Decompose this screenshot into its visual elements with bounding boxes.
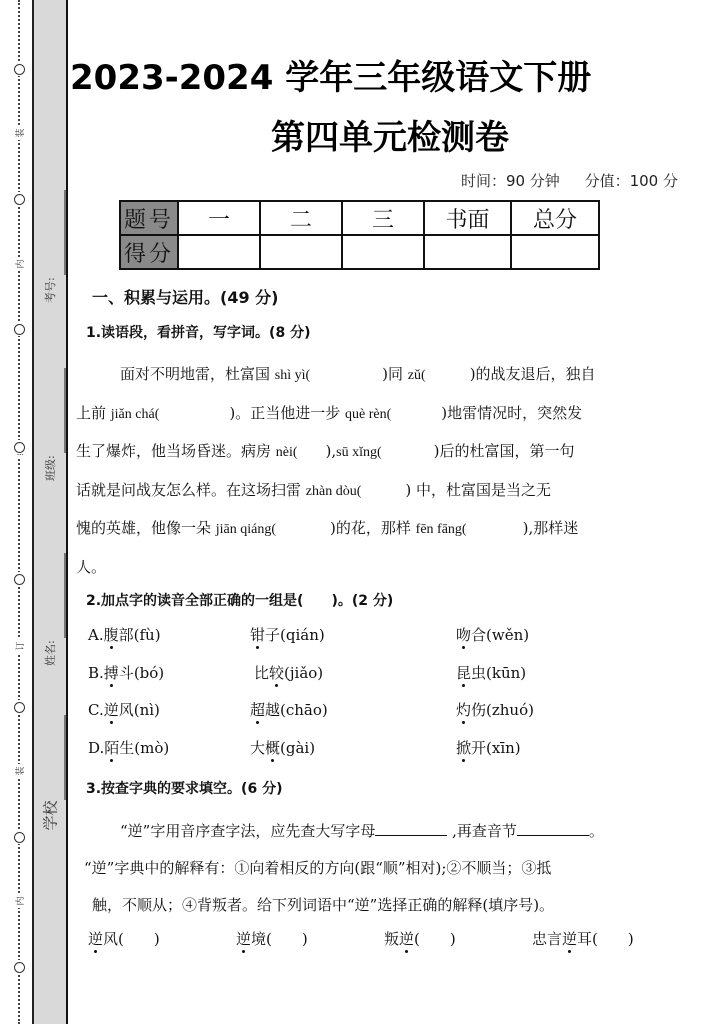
option-row-d[interactable] (88, 737, 688, 761)
dotted-character: 吻 (456, 626, 472, 644)
option-word (250, 737, 315, 758)
option-letter: D. (88, 738, 105, 757)
q3-line1-text-c: 。 (588, 822, 604, 840)
passage-text: 生了爆炸，他当场昏迷。病房 (76, 442, 276, 460)
dotted-character: 逆 (103, 701, 119, 719)
passage-text: )地雷情况时，突然发 (441, 403, 583, 422)
passage-text: ), (325, 442, 337, 460)
word-text: 境( ) (251, 930, 308, 948)
question-3-title: 3.按查字典的要求填空。(6 分) (86, 781, 283, 797)
dotted-character: 掀 (456, 738, 472, 757)
col-header-writing: 书面 (424, 201, 511, 235)
cut-circle-icon (12, 440, 26, 454)
pinyin-prompt: fēn fāng( (415, 522, 467, 537)
question-2-title: 2.加点字的读音全部正确的一组是( )。(2 分) (86, 593, 394, 609)
student-info-strip (34, 0, 68, 1024)
score-cell-1[interactable] (178, 235, 260, 269)
option-letter: A. (88, 626, 104, 644)
word-text: 子(qián) (265, 626, 325, 644)
passage-text: )的战友退后，独自 (469, 365, 596, 383)
cut-mark-label: 装 (13, 126, 25, 140)
question-3-words (88, 928, 688, 952)
q3-line1-text-b: ,再查音节 (447, 822, 517, 840)
dotted-character: 逆 (399, 930, 415, 948)
word-text: 耳( ) (577, 930, 634, 948)
exam-title-line1: 2023-2024 学年三年级语文下册 (70, 58, 592, 98)
cut-circle-icon (12, 192, 26, 206)
passage-line (76, 510, 686, 549)
word-text: (gài) (280, 738, 316, 757)
word-text: 合(wěn) (471, 626, 530, 644)
score-cell-writing[interactable] (424, 235, 511, 269)
exam-time: 时间：90 分钟 (460, 172, 560, 190)
cut-circle-icon (12, 322, 26, 336)
col-header-total: 总分 (511, 201, 599, 235)
passage-text: 人。 (76, 557, 107, 576)
option-word (456, 737, 521, 758)
pinyin-prompt: zǔ( (407, 368, 426, 383)
dotted-character: 较 (269, 663, 285, 682)
cut-mark-label: 内 (13, 257, 25, 271)
col-header-1: 一 (178, 201, 260, 235)
word-text: 开(xīn) (471, 738, 521, 757)
option-word (88, 624, 161, 645)
row-header-score: 得分 (120, 235, 178, 269)
student-info-fill-line[interactable] (64, 553, 66, 638)
cut-circle-icon (12, 830, 26, 844)
option-word (88, 699, 160, 720)
score-cell-total[interactable] (511, 235, 599, 269)
student-info-label: 班级: (44, 455, 57, 481)
dotted-character: 逆 (562, 930, 578, 948)
passage-text: ),那样迷 (522, 519, 579, 537)
word-text: 比 (254, 663, 270, 682)
dotted-character: 搏 (103, 663, 119, 682)
word-text: 生(mò) (119, 738, 170, 757)
pinyin-prompt: jiǎn chá( (110, 406, 160, 422)
student-info-label: 学校 (41, 800, 60, 831)
word-text: 伤(zhuó) (471, 701, 534, 719)
word-item[interactable] (236, 928, 308, 949)
option-word (456, 662, 526, 683)
dotted-character: 陌 (104, 738, 120, 757)
dotted-character: 概 (265, 738, 281, 757)
word-item[interactable] (88, 928, 160, 949)
q3-line1-text-a: “逆”字用音序查字法，应先查大写字母 (120, 822, 376, 840)
pinyin-prompt: què rèn( (345, 406, 392, 422)
passage-text: 愧的英雄，他像一朵 (76, 519, 216, 537)
word-text: ( ) (414, 930, 456, 948)
option-row-a[interactable] (88, 624, 688, 648)
question-3-line3: 触，不顺从；④背叛者。给下列词语中“逆”选择正确的解释(填序号)。 (92, 896, 555, 914)
cut-circle-icon (12, 960, 26, 974)
passage-line (76, 472, 686, 511)
cut-circle-icon (12, 62, 26, 76)
exam-meta (461, 170, 678, 191)
score-table (119, 200, 600, 270)
dotted-character: 腹 (103, 626, 119, 644)
passage-text: 面对不明地雷，杜富国 (120, 365, 275, 383)
passage-line (76, 395, 686, 434)
row-header-question-no: 题号 (120, 201, 178, 235)
word-text: 越(chāo) (265, 701, 328, 719)
passage-text: 上前 (76, 403, 111, 422)
student-info-fill-line[interactable] (64, 368, 66, 453)
pinyin-prompt: sū xǐng( (336, 445, 382, 460)
word-text: 斗(bó) (118, 663, 165, 682)
word-text: (jiǎo) (284, 663, 324, 682)
student-info-fill-line[interactable] (64, 190, 66, 275)
option-word (88, 737, 169, 758)
passage-line (76, 356, 686, 395)
exam-total-score: 分值：100 分 (584, 172, 678, 190)
word-text: 风( ) (103, 930, 160, 948)
cut-mark-label: 装 (13, 764, 25, 778)
word-text: 部(fù) (118, 626, 161, 644)
option-word (456, 624, 529, 645)
passage-line (76, 549, 686, 586)
student-info-label: 考号: (44, 277, 57, 303)
cut-circle-icon (12, 572, 26, 586)
word-text: 虫(kūn) (471, 663, 527, 682)
question-3-line2: “逆”字典中的解释有：①向着相反的方向(跟“顺”相对);②不顺当；③抵 (84, 859, 552, 877)
pinyin-prompt: jiān qiáng( (215, 522, 277, 537)
word-text: 忠言 (532, 930, 563, 948)
dotted-character: 钳 (250, 626, 266, 644)
dotted-character: 昆 (456, 663, 472, 682)
option-row-c[interactable] (88, 699, 688, 723)
cut-strip (0, 0, 34, 1024)
exam-title-line2: 第四单元检测卷 (271, 118, 509, 158)
option-word (250, 699, 328, 720)
dotted-character: 灼 (456, 701, 472, 719)
passage-text: 话就是问战友怎么样。在这场扫雷 (76, 480, 306, 499)
score-table-row-question (120, 201, 599, 235)
passage-line (76, 433, 686, 472)
pinyin-prompt: nèi( (275, 445, 298, 460)
score-cell-2[interactable] (260, 235, 342, 269)
section-title: 一、积累与运用。(49 分) (92, 288, 279, 307)
student-info-fill-line[interactable] (64, 715, 66, 800)
passage-text: )同 (382, 365, 408, 383)
score-cell-3[interactable] (342, 235, 424, 269)
dotted-character: 逆 (88, 930, 104, 948)
question-1-passage (76, 356, 686, 585)
pinyin-prompt: zhàn dòu( (305, 483, 362, 499)
cut-mark-label: 订 (13, 639, 25, 653)
word-text: 风(nì) (118, 701, 160, 719)
student-info-label: 姓名: (44, 640, 57, 666)
option-letter: B. (88, 663, 104, 682)
cut-mark-label: 内 (13, 894, 25, 908)
passage-text: )。正当他进一步 (229, 403, 345, 422)
dotted-character: 逆 (236, 930, 252, 948)
option-letter: C. (88, 701, 104, 719)
question-1-title: 1.读语段，看拼音，写字词。(8 分) (86, 325, 311, 341)
option-word (250, 624, 325, 645)
question-3-line1 (76, 813, 686, 850)
dotted-cut-line (18, 0, 20, 1024)
option-word (254, 662, 323, 683)
capital-letter-blank[interactable] (375, 821, 447, 836)
word-text: 叛 (384, 930, 400, 948)
dotted-character: 超 (250, 701, 266, 719)
word-item[interactable] (384, 928, 456, 949)
col-header-2: 二 (260, 201, 342, 235)
word-text: 大 (250, 738, 266, 757)
cut-circle-icon (12, 700, 26, 714)
passage-text: ) 中，杜富国是当之无 (405, 480, 551, 499)
passage-text: )的花，那样 (330, 519, 416, 537)
passage-text: )后的杜富国，第一句 (433, 442, 575, 460)
score-table-row-score (120, 235, 599, 269)
syllable-blank[interactable] (517, 821, 589, 836)
pinyin-prompt: shì yì( (274, 368, 311, 383)
col-header-3: 三 (342, 201, 424, 235)
word-item[interactable] (532, 928, 634, 949)
option-word (456, 699, 534, 720)
option-word (88, 662, 164, 683)
option-row-b[interactable] (88, 662, 688, 686)
